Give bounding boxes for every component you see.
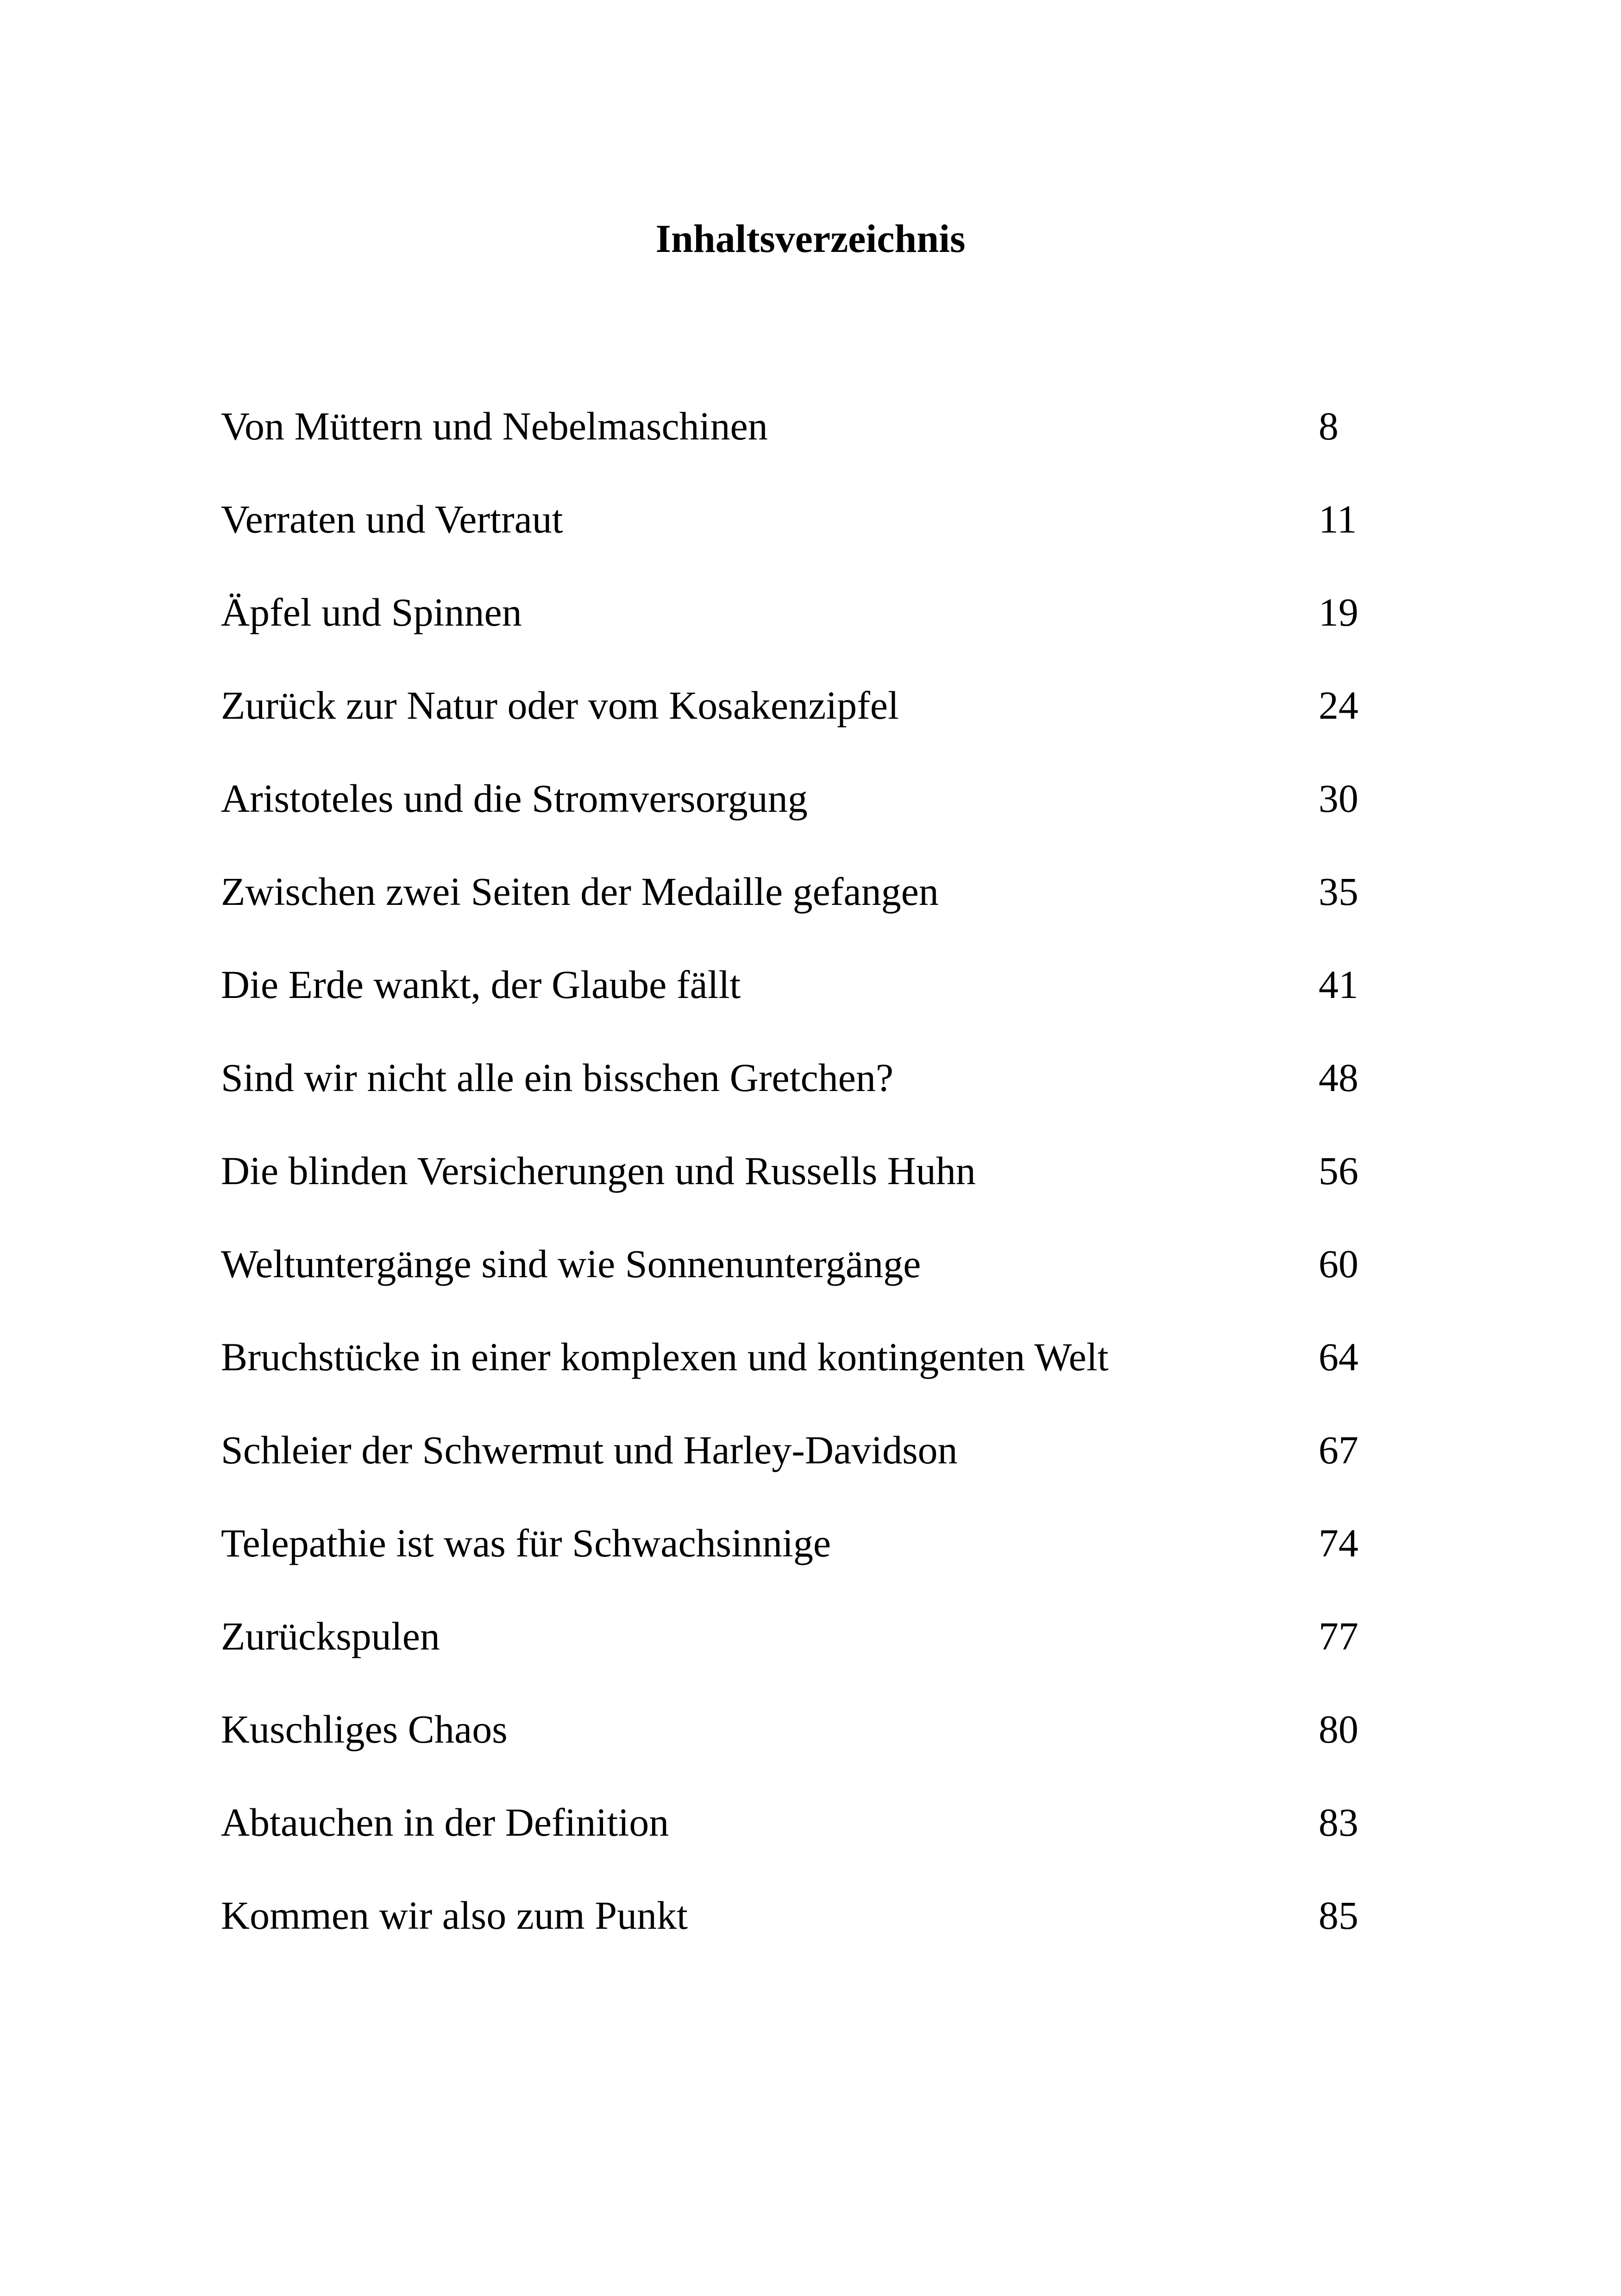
table-of-contents <box>221 398 1425 1981</box>
toc-entry-page-number: 19 <box>1319 590 1358 634</box>
toc-entry-title: Zurückspulen <box>221 1614 440 1658</box>
toc-entry-title: Von Müttern und Nebelmaschinen <box>221 404 768 448</box>
toc-entry <box>221 1515 1425 1608</box>
toc-entry <box>221 864 1425 957</box>
toc-entry-title: Äpfel und Spinnen <box>221 590 522 634</box>
toc-entry-title: Aristoteles und die Stromversorgung <box>221 776 808 821</box>
toc-entry-page-number: 85 <box>1319 1893 1358 1938</box>
toc-entry-page-number: 48 <box>1319 1055 1358 1100</box>
toc-entry-title: Zwischen zwei Seiten der Medaille gefangen <box>221 869 939 914</box>
toc-entry <box>221 957 1425 1050</box>
toc-entry-page-number: 30 <box>1319 776 1358 821</box>
page-title: Inhaltsverzeichnis <box>655 216 966 261</box>
toc-entry <box>221 1422 1425 1515</box>
toc-entry-page-number: 56 <box>1319 1148 1358 1193</box>
toc-entry <box>221 1236 1425 1329</box>
toc-entry-title: Telepathie ist was für Schwachsinnige <box>221 1521 831 1565</box>
toc-entry <box>221 1608 1425 1701</box>
toc-entry-title: Zurück zur Natur oder vom Kosakenzipfel <box>221 683 899 728</box>
toc-entry <box>221 491 1425 584</box>
toc-entry-page-number: 35 <box>1319 869 1358 914</box>
toc-entry <box>221 1794 1425 1888</box>
toc-entry <box>221 1701 1425 1794</box>
toc-entry-page-number: 8 <box>1319 404 1338 448</box>
toc-entry-title: Sind wir nicht alle ein bisschen Gretchen? <box>221 1055 894 1100</box>
toc-entry <box>221 1050 1425 1143</box>
toc-entry <box>221 771 1425 864</box>
toc-entry-title: Die blinden Versicherungen und Russells Huhn <box>221 1148 976 1193</box>
toc-entry <box>221 1329 1425 1422</box>
toc-entry-title: Kommen wir also zum Punkt <box>221 1893 688 1938</box>
toc-entry-page-number: 60 <box>1319 1242 1358 1286</box>
toc-entry <box>221 1888 1425 1981</box>
toc-entry <box>221 678 1425 771</box>
toc-entry-page-number: 11 <box>1319 497 1357 541</box>
toc-entry-page-number: 64 <box>1319 1335 1358 1379</box>
toc-entry-title: Bruchstücke in einer komplexen und kontingenten Welt <box>221 1335 1109 1379</box>
toc-entry-page-number: 67 <box>1319 1428 1358 1472</box>
toc-entry-title: Die Erde wankt, der Glaube fällt <box>221 962 741 1007</box>
toc-entry-title: Kuschliges Chaos <box>221 1707 508 1751</box>
toc-entry-page-number: 24 <box>1319 683 1358 728</box>
toc-entry <box>221 584 1425 678</box>
toc-entry-page-number: 41 <box>1319 962 1358 1007</box>
toc-entry-page-number: 74 <box>1319 1521 1358 1565</box>
toc-entry-title: Weltuntergänge sind wie Sonnenuntergänge <box>221 1242 921 1286</box>
toc-entry-title: Verraten und Vertraut <box>221 497 563 541</box>
toc-entry <box>221 398 1425 491</box>
toc-entry-page-number: 80 <box>1319 1707 1358 1751</box>
toc-entry-page-number: 77 <box>1319 1614 1358 1658</box>
toc-entry-title: Abtauchen in der Definition <box>221 1800 669 1844</box>
toc-entry <box>221 1143 1425 1236</box>
toc-entry-page-number: 83 <box>1319 1800 1358 1844</box>
toc-entry-title: Schleier der Schwermut und Harley-Davidson <box>221 1428 958 1472</box>
